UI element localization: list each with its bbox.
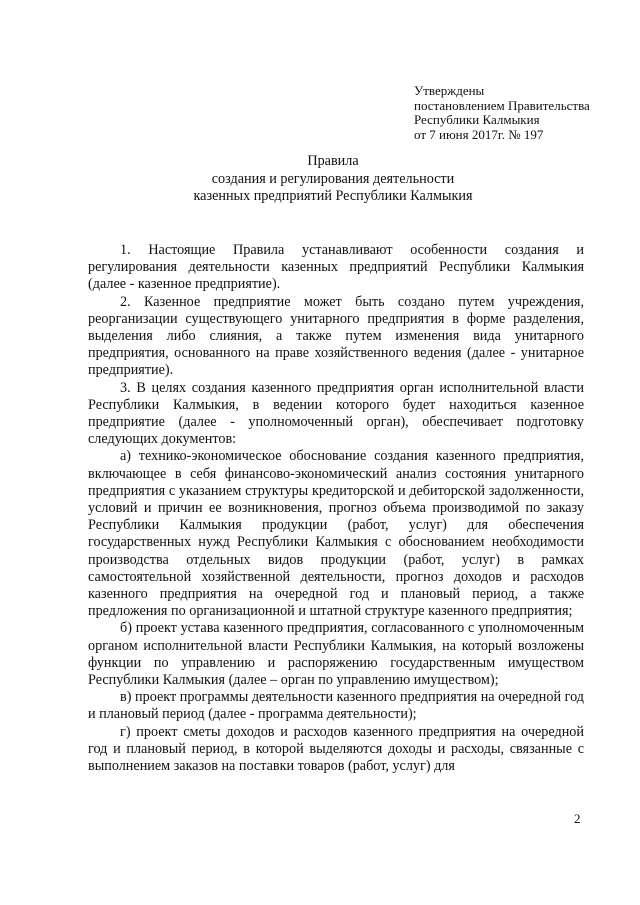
approval-stamp: [414, 84, 590, 142]
paragraph-3a: а) технико-экономическое обоснование создания казенного предприятия, включающее в себя финансово-экономический анализ состояния унитарного предприятия с указанием структуры кредиторской и дебиторской задолженности, условий и причин ее возникновения, прогноз объема производимой по заказу Республики Калмыкия продукции (работ, услуг) для обеспечения государственных нужд Республики Калмыкия с обоснованием необходимости производства отдельных видов продукции (работ, услуг) в рамках самостоятельной хозяйственной деятельности, прогноз доходов и расходов казенного предприятия на очередной год и плановый период, а также предложения по организационной и штатной структуре казенного предприятия;: [88, 448, 584, 620]
page-number: 2: [574, 811, 581, 826]
document-body: [88, 242, 584, 775]
paragraph-2: 2. Казенное предприятие может быть создано путем учреждения, реорганизации существующего унитарного предприятия в форме разделения, выделения либо слияния, а также путем изменения вида унитарного предприятия, основанного на праве хозяйственного ведения (далее - унитарное предприятие).: [88, 293, 584, 379]
approval-line: Республики Калмыкия: [414, 112, 540, 127]
document-title: [88, 153, 578, 206]
title-line: Правила: [307, 153, 359, 169]
paragraph-3b: б) проект устава казенного предприятия, согласованного с уполномоченным органом исполнительной власти Республики Калмыкия, на который возложены функции по управлению и распоряжению государственным имуществом Республики Калмыкия (далее – орган по управлению имуществом);: [88, 620, 584, 689]
paragraph-3d: г) проект сметы доходов и расходов казенного предприятия на очередной год и плановый период, в которой выделяются доходы и расходы, связанные с выполнением заказов на поставки товаров (работ, услуг) для: [88, 723, 584, 775]
title-line: создания и регулирования деятельности: [211, 170, 455, 187]
approval-date-line: от 7 июня 2017г. № 197: [414, 126, 544, 142]
approval-line: Утверждены: [414, 83, 485, 98]
approval-line: постановлением Правительства: [414, 97, 590, 113]
paragraph-1: 1. Настоящие Правила устанавливают особенности создания и регулирования деятельности казенных предприятий Республики Калмыкия (далее - казенное предприятие).: [88, 242, 584, 293]
paragraph-3: 3. В целях создания казенного предприятия орган исполнительной власти Республики Калмыкия, в ведении которого будет находиться казенное предприятие (далее - уполномоченный орган), обеспечивает подготовку следующих документов:: [88, 379, 584, 448]
title-line: казенных предприятий Республики Калмыкия: [193, 188, 473, 204]
paragraph-3c: в) проект программы деятельности казенного предприятия на очередной год и плановый период (далее - программа деятельности);: [88, 689, 584, 723]
